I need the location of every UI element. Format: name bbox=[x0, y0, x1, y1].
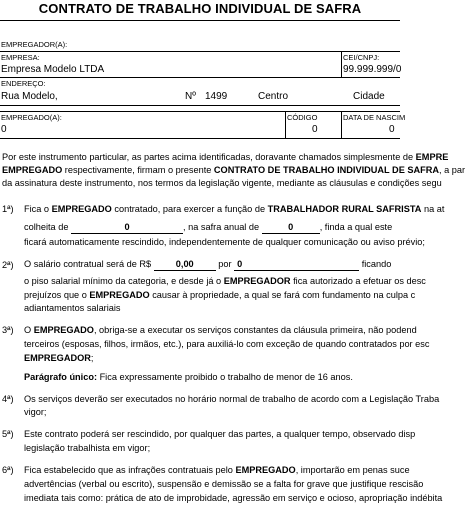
clause-3-line-3 bbox=[24, 352, 93, 365]
clause-bold: EMPREGADOR bbox=[223, 276, 291, 286]
clause-6-line-1 bbox=[24, 464, 410, 477]
divider bbox=[0, 77, 400, 78]
clause-bold: EMPREGADO bbox=[51, 204, 112, 214]
clause-text: , finda a qual este bbox=[319, 222, 393, 232]
field-blank bbox=[234, 259, 359, 271]
divider bbox=[341, 111, 342, 138]
clause-text: O salário contratual será de R$ bbox=[24, 259, 152, 269]
intro-line-1 bbox=[2, 151, 448, 164]
divider bbox=[0, 138, 400, 139]
clause-text: , obriga-se a executar os serviços constantes da cláusula primeira, não podend bbox=[93, 325, 417, 335]
field-blank bbox=[262, 222, 320, 234]
clause-2-line-3 bbox=[24, 289, 415, 302]
clause-text: , importarão em penas suce bbox=[295, 465, 410, 475]
clause-3-line-2: terceiros (esposas, filhos, irmãos, etc.), para auxiliá-lo com exceção de quando contratados por esc bbox=[24, 339, 430, 349]
nascimento-value: 0 bbox=[389, 124, 395, 135]
clause-text: O bbox=[24, 325, 34, 335]
empregador-label: EMPREGADOR(A): bbox=[1, 40, 68, 49]
empregado-value: 0 bbox=[1, 124, 7, 135]
clause-bold: EMPREGADO bbox=[235, 465, 296, 475]
empregado-label: EMPREGADO(A): bbox=[1, 113, 62, 122]
clause-bold: EMPREGADO bbox=[33, 325, 94, 335]
codigo-value: 0 bbox=[312, 124, 318, 135]
clause-text: o piso salarial mínimo da categoria, e desde já o bbox=[24, 276, 224, 286]
clause-5-line-2: legislação trabalhista em vigor; bbox=[24, 443, 151, 453]
clause-4-line-1: Os serviços deverão ser executados no horário normal de trabalho de acordo com a Legislação Traba bbox=[24, 394, 440, 404]
intro-bold: EMPRE bbox=[415, 152, 449, 162]
bairro-value: Centro bbox=[258, 91, 289, 102]
divider bbox=[285, 111, 286, 138]
clause-number: 6ª) bbox=[2, 465, 14, 475]
field-value: 0 bbox=[288, 222, 294, 232]
clause-1-line-1 bbox=[24, 203, 444, 216]
clause-number: 5ª) bbox=[2, 429, 14, 439]
document-title: CONTRATO DE TRABALHO INDIVIDUAL DE SAFRA bbox=[0, 0, 400, 21]
clause-number: 2ª) bbox=[2, 260, 14, 270]
clause-text: Fica o bbox=[24, 204, 52, 214]
endereco-value: Rua Modelo, bbox=[1, 91, 58, 102]
clause-text: ; bbox=[90, 353, 94, 363]
endereco-label: ENDEREÇO: bbox=[1, 79, 46, 88]
clause-text: Fica estabelecido que as infrações contratuais pelo bbox=[24, 465, 236, 475]
clause-text: ficando bbox=[361, 259, 392, 269]
clause-number: 3ª) bbox=[2, 325, 14, 335]
clause-text: causar à propriedade, a qual se fará com fundamento na culpa c bbox=[149, 290, 416, 300]
clause-4-line-2: vigor; bbox=[24, 407, 47, 417]
numero-label: Nº bbox=[185, 91, 196, 102]
clause-1-line-3: ficará automaticamente rescindido, independentemente de qualquer comunicação ou aviso prévio; bbox=[24, 237, 425, 247]
field-blank bbox=[71, 222, 183, 234]
numero-value: 1499 bbox=[205, 91, 228, 102]
clause-text: colheita de bbox=[24, 222, 69, 232]
clause-text: Fica expressamente proibido o trabalho de menor de 16 anos. bbox=[97, 372, 353, 382]
clause-2-line-1 bbox=[24, 258, 391, 271]
field-value: 0,00 bbox=[175, 259, 194, 269]
clause-bold: TRABALHADOR RURAL SAFRISTA bbox=[267, 204, 422, 214]
clause-bold: Parágrafo único: bbox=[24, 372, 98, 382]
divider bbox=[0, 105, 400, 106]
field-blank bbox=[154, 259, 216, 271]
clause-number: 1ª) bbox=[2, 204, 14, 214]
clause-3-line-1 bbox=[24, 324, 417, 337]
clause-text: na at bbox=[421, 204, 445, 214]
clause-5-line-1: Este contrato poderá ser rescindido, por qualquer das partes, a qualquer tempo, observado disp bbox=[24, 429, 416, 439]
divider bbox=[0, 51, 400, 52]
clause-1-line-2 bbox=[24, 221, 392, 234]
clause-6-line-2: advertências (verbal ou escrito), suspensão e demissão se a falta for grave que justifique rescisão bbox=[24, 479, 424, 489]
clause-text: prejuízos que o bbox=[24, 290, 90, 300]
clause-text: , na safra anual de bbox=[183, 222, 260, 232]
clause-bold: EMPREGADOR bbox=[24, 353, 91, 363]
clause-2-line-4: adiantamentos salariais bbox=[24, 303, 121, 313]
intro-line-3: da assinatura deste instrumento, nos termos da legislação vigente, mediante as cláusulas e condições segu bbox=[2, 178, 442, 188]
clause-6-line-3: imediata tais como: prática de ato de improbidade, agressão em serviço e ocioso, apropriação indébita bbox=[24, 493, 443, 503]
clause-bold: EMPREGADO bbox=[89, 290, 150, 300]
intro-bold: CONTRATO DE TRABALHO INDIVIDUAL DE SAFRA bbox=[213, 165, 440, 175]
field-value: 0 bbox=[124, 222, 130, 232]
clause-text: contratado, para exercer a função de bbox=[111, 204, 268, 214]
codigo-label: CÓDIGO bbox=[287, 113, 318, 122]
nascimento-label: DATA DE NASCIM bbox=[343, 113, 406, 122]
empresa-label: EMPRESA: bbox=[1, 53, 40, 62]
clause-number: 4ª) bbox=[2, 394, 14, 404]
intro-bold: EMPREGADO bbox=[2, 165, 63, 175]
intro-text: , a par bbox=[439, 165, 465, 175]
intro-text: Por este instrumento particular, as partes acima identificadas, doravante chamados simplesmente de bbox=[2, 152, 416, 162]
intro-line-2 bbox=[2, 164, 465, 177]
clause-2-line-2 bbox=[24, 275, 426, 288]
cidade-value: Cidade bbox=[353, 91, 385, 102]
empresa-value: Empresa Modelo LTDA bbox=[1, 64, 105, 75]
clause-text: por bbox=[218, 259, 232, 269]
field-value: 0 bbox=[237, 259, 243, 269]
cei-label: CEI/CNPJ: bbox=[343, 53, 380, 62]
intro-text: respectivamente, firmam o presente bbox=[62, 165, 214, 175]
divider bbox=[0, 111, 400, 112]
clause-text: fica autorizado a efetuar os desc bbox=[290, 276, 426, 286]
cei-value: 99.999.999/0 bbox=[343, 64, 402, 75]
divider bbox=[341, 51, 342, 77]
clause-3-paragraph-unico bbox=[24, 371, 353, 384]
